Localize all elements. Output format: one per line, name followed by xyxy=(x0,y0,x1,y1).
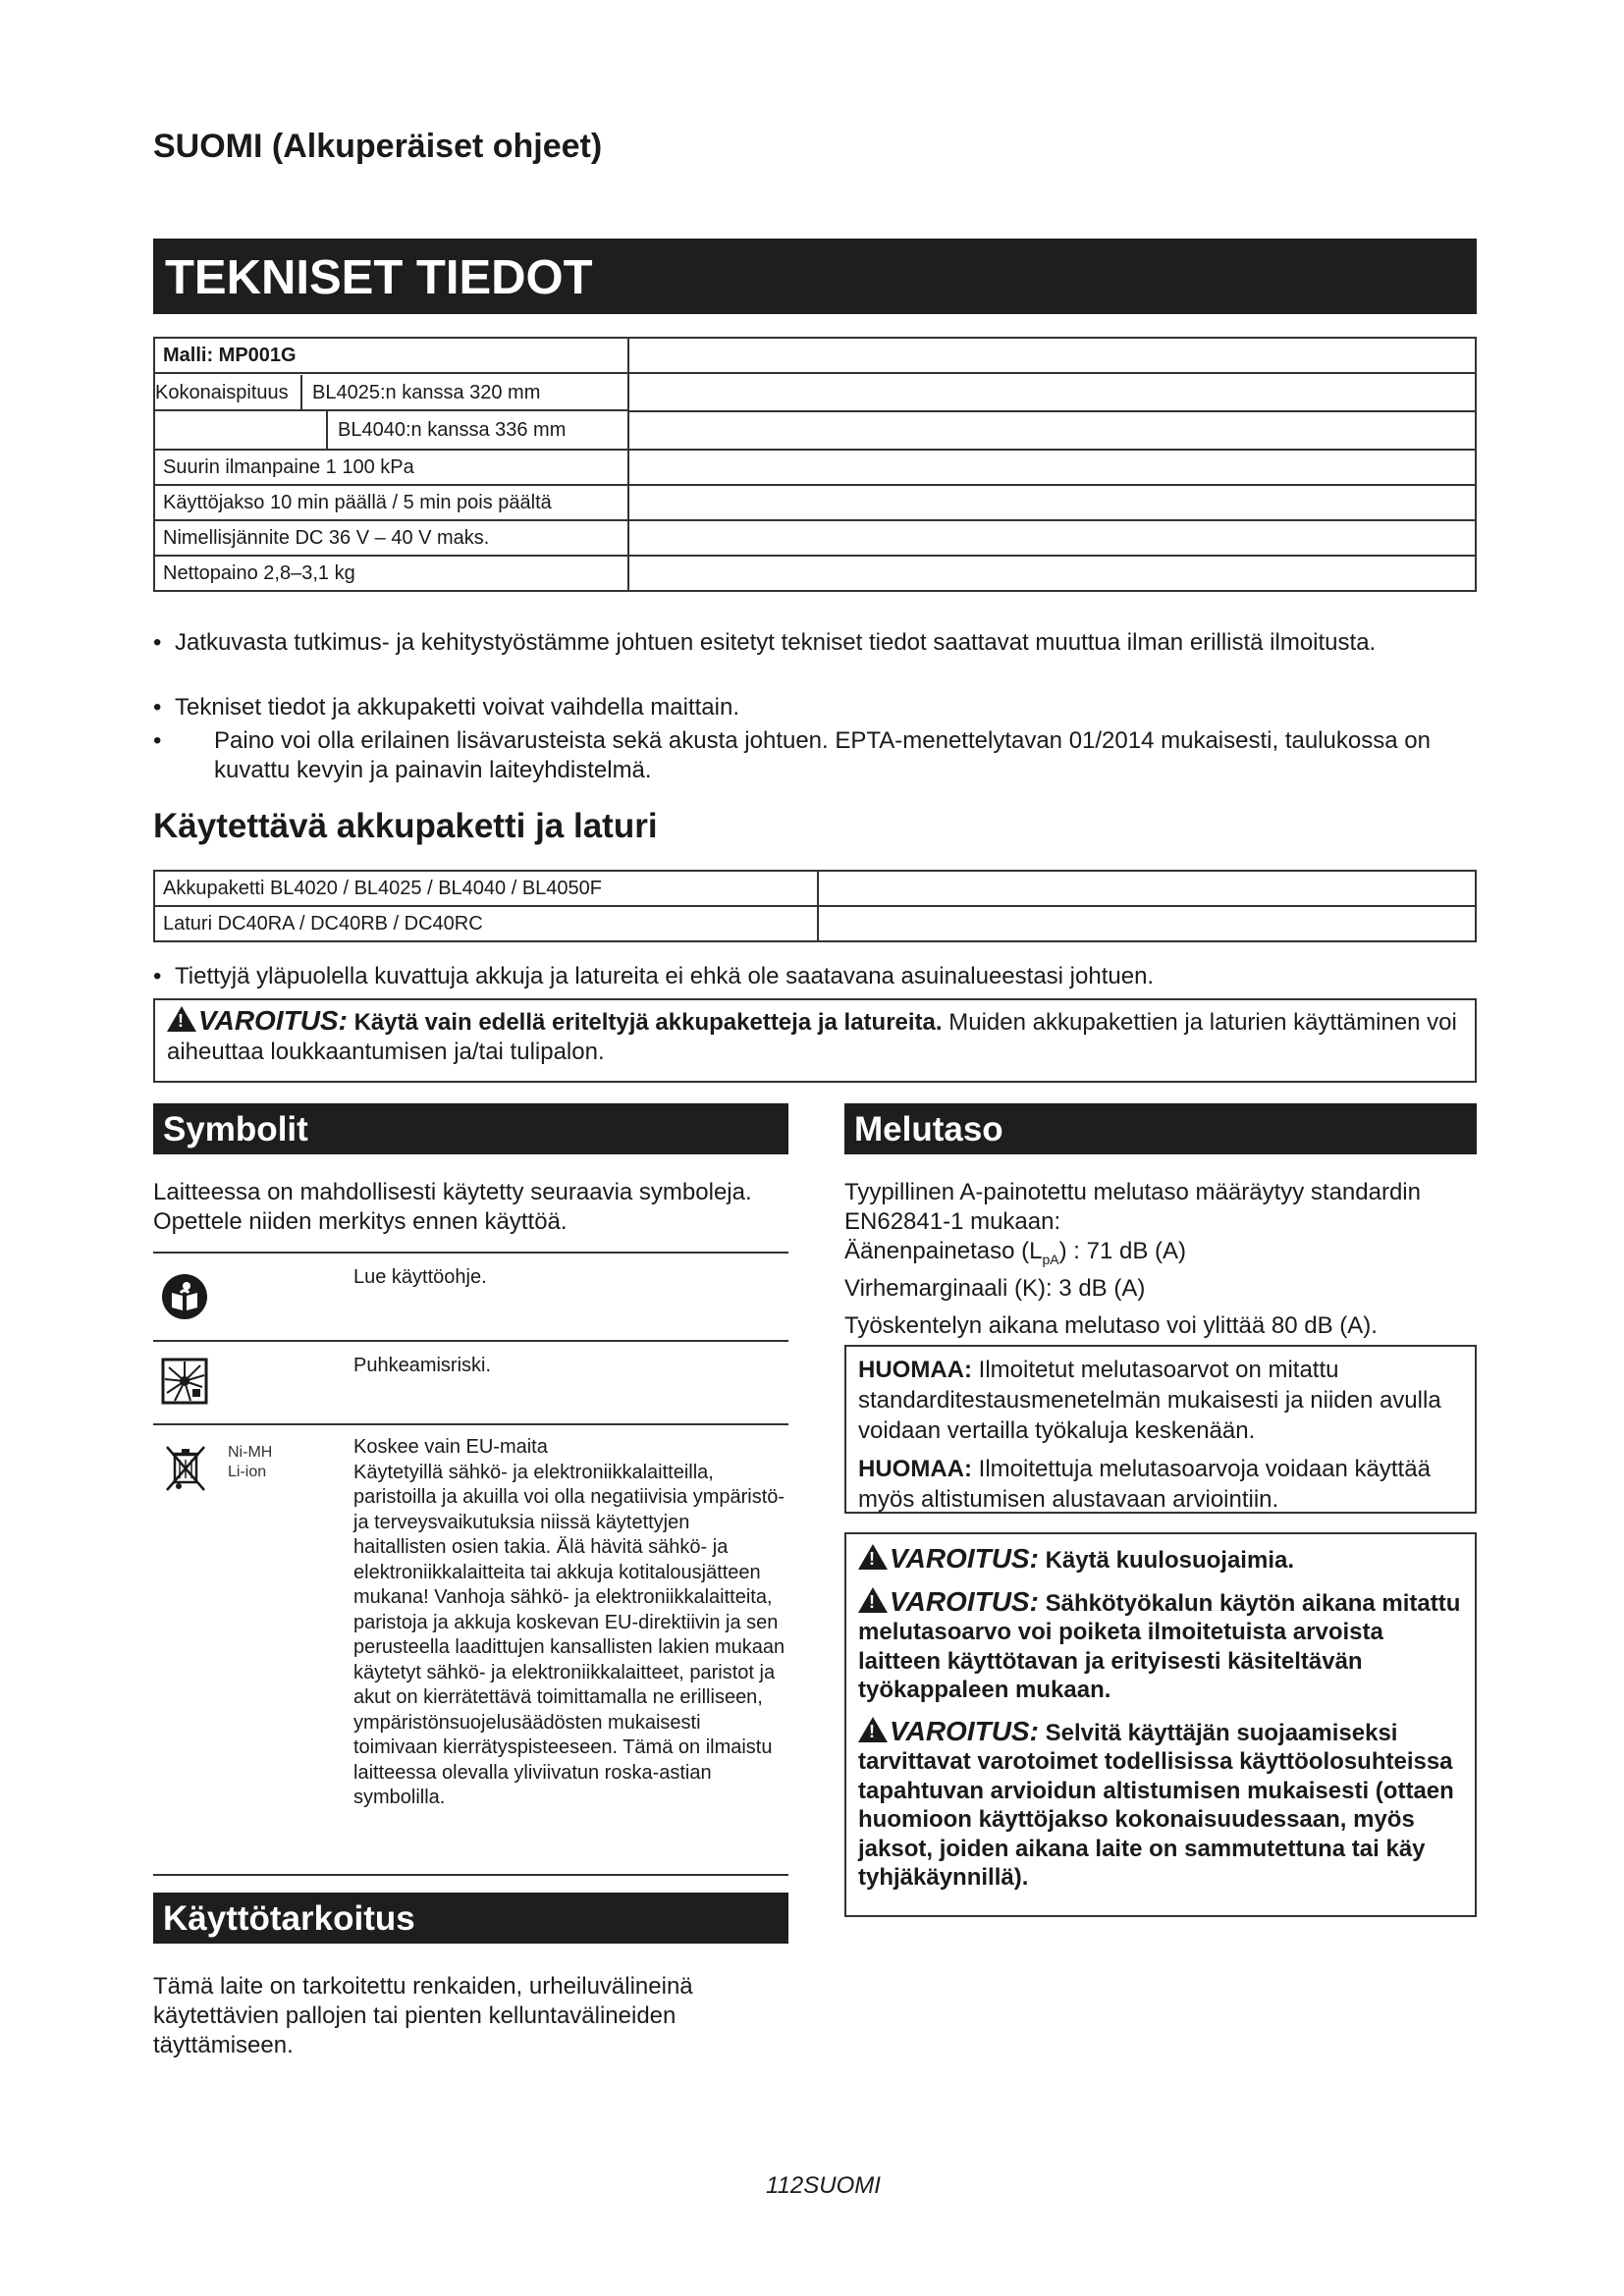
battery-section-title: Käytettävä akkupaketti ja laturi xyxy=(153,807,658,845)
charger-cell: Laturi DC40RA / DC40RB / DC40RC xyxy=(154,906,818,941)
length-cell xyxy=(154,373,628,450)
noise-note-box xyxy=(844,1345,1477,1514)
voltage-cell: Nimellisjännite DC 36 V – 40 V maks. xyxy=(154,520,628,556)
table-row xyxy=(154,373,1476,450)
chem-label: Ni-MH Li-ion xyxy=(228,1444,273,1480)
symbol-row-manual xyxy=(153,1252,788,1342)
purpose-text: Tämä laite on tarkoitettu renkaiden, urheiluvälineinä käytettävien pallojen tai pienten kelluntavälineiden täyttämiseen. xyxy=(153,1973,693,2058)
symbol-text: Koskee vain EU-maita Käytetyillä sähkö- ja elektroniikkalaitteilla, paristoilla ja akuilla voi olla negatiivisia ympäristö- ja terveysvaikutuksia niissä käytettyjen haitallisten osien takia. Älä hävitä sähkö- ja elektroniikkalaitteita tai akkuja kotitalousjätteen mukana! Vanhoja sähkö- ja elektroniikkalaitteita, paristoja ja akkuja koskevan EU-direktiivin ja sen perusteella laadittujen kansallisten lakien mukaan käytetyt sähkö- ja elektroniikkalaitteet, paristot ja akut on kierrätettävä toimittamalla ne erilliseen, ympäristönsuojelusäädösten mukaisesti toimivaan kierrätyspisteeseen. Tämä on ilmaistu laitteessa olevalla yliviivatun roska-astian symbolilla. xyxy=(353,1436,785,1808)
length-value-2: BL4040:n kanssa 336 mm xyxy=(326,411,627,449)
battery-table xyxy=(153,870,1477,942)
symbol-text: Lue käyttöohje. xyxy=(353,1266,487,1288)
symbols-intro: Laitteessa on mahdollisesti käytetty seuraavia symboleja. Opettele niiden merkitys ennen käyttöä. xyxy=(153,1179,752,1235)
spec-note-1: • Jatkuvasta tutkimus- ja kehitystyöstämme johtuen esitetyt tekniset tiedot saattavat muuttua ilman erillistä ilmoitusta. xyxy=(153,629,1377,656)
warning-icon xyxy=(858,1587,888,1613)
table-row xyxy=(154,871,1476,906)
language-title: SUOMI (Alkuperäiset ohjeet) xyxy=(153,128,603,165)
table-row xyxy=(154,485,1476,520)
symbol-text: Puhkeamisriski. xyxy=(353,1355,492,1376)
noise-warning-2: !VAROITUS: Sähkötyökalun käytön aikana mitattu melutasoarvo voi poiketa ilmoitetuista arvoista laitteen käyttötavan ja erityisesti käsiteltävän työkappaleen mukaan. xyxy=(858,1587,1463,1705)
model-cell: Malli: MP001G xyxy=(154,338,628,373)
symbol-row-weee xyxy=(153,1423,788,1876)
length-value-1: BL4025:n kanssa 320 mm xyxy=(312,382,541,403)
noise-warning-3: !VAROITUS: Selvitä käyttäjän suojaamiseksi tarvittavat varotoimet todellisissa käyttöolosuhteissa tapahtuvan arvioidun altistumisen mukaisesti (ottaen huomioon käyttöjakso kokonaisuudessaan, myös jaksot, joiden aikana laite on sammutettuna tai käy tyhjäkäynnillä). xyxy=(858,1717,1463,1893)
table-row xyxy=(154,520,1476,556)
noise-values: Tyypillinen A-painotettu melutaso määräytyy standardin EN62841-1 mukaan: Äänenpainetaso $(L_{pA})$ : 71 dB (A) Virhemarginaali (K): 3 dB (A) Työskentelyn aikana melutaso voi ylittää 80 dB (A). xyxy=(844,1179,1421,1339)
crossed-bin-icon xyxy=(163,1443,208,1496)
table-row xyxy=(154,338,1476,373)
battery-note: • Tiettyjä yläpuolella kuvattuja akkuja ja latureita ei ehkä ole saatavana asuinalueestasi johtuen. xyxy=(153,963,1155,989)
section-bar-noise: Melutaso xyxy=(844,1103,1477,1154)
warning-icon xyxy=(858,1544,888,1570)
warning-icon xyxy=(858,1717,888,1742)
section-bar-symbols: Symbolit xyxy=(153,1103,788,1154)
duty-cycle-cell: Käyttöjakso 10 min päällä / 5 min pois päältä xyxy=(154,485,628,520)
section-bar-technical-data: TEKNISET TIEDOT xyxy=(153,239,1477,314)
note-2: HUOMAA: Ilmoitettuja melutasoarvoja voidaan käyttää myös altistumisen alustavaan arviointiin. xyxy=(858,1456,1431,1513)
page-number: 112SUOMI xyxy=(766,2172,881,2199)
length-label: Kokonaispituus xyxy=(147,375,302,410)
warning-icon xyxy=(167,1006,196,1032)
spec-table xyxy=(153,337,1477,592)
symbol-row-explosion xyxy=(153,1340,788,1425)
weight-cell: Nettopaino 2,8–3,1 kg xyxy=(154,556,628,591)
spec-note-2: • Tekniset tiedot ja akkupaketti voivat vaihdella maittain. xyxy=(153,694,739,721)
table-row xyxy=(154,906,1476,941)
table-row xyxy=(154,450,1476,485)
section-bar-purpose: Käyttötarkoitus xyxy=(153,1893,788,1944)
note-1: HUOMAA: Ilmoitetut melutasoarvot on mitattu standarditestausmenetelmän mukaisesti ja niiden avulla voidaan vertailla työkaluja keskenään. xyxy=(858,1357,1441,1444)
pressure-cell: Suurin ilmanpaine 1 100 kPa xyxy=(154,450,628,485)
battery-pack-cell: Akkupaketti BL4020 / BL4025 / BL4040 / BL4050F xyxy=(154,871,818,906)
noise-warning-1: !VAROITUS: Käytä kuulosuojaimia. xyxy=(858,1544,1463,1575)
battery-warning-box: !VAROITUS: Käytä vain edellä eriteltyjä akkupaketteja ja latureita. Muiden akkupakettien ja laturien käyttäminen voi aiheuttaa loukkaantumisen ja/tai tulipalon. xyxy=(153,998,1477,1083)
spec-note-3: • Paino voi olla erilainen lisävarusteista sekä akusta johtuen. EPTA-menettelytavan 01/2014 mukaisesti, taulukossa on kuvattu kevyin ja painavin laiteyhdistelmä. xyxy=(153,727,1431,783)
explosion-risk-icon xyxy=(161,1358,208,1405)
noise-warning-box xyxy=(844,1532,1477,1917)
table-row xyxy=(154,556,1476,591)
read-manual-icon xyxy=(161,1273,208,1320)
